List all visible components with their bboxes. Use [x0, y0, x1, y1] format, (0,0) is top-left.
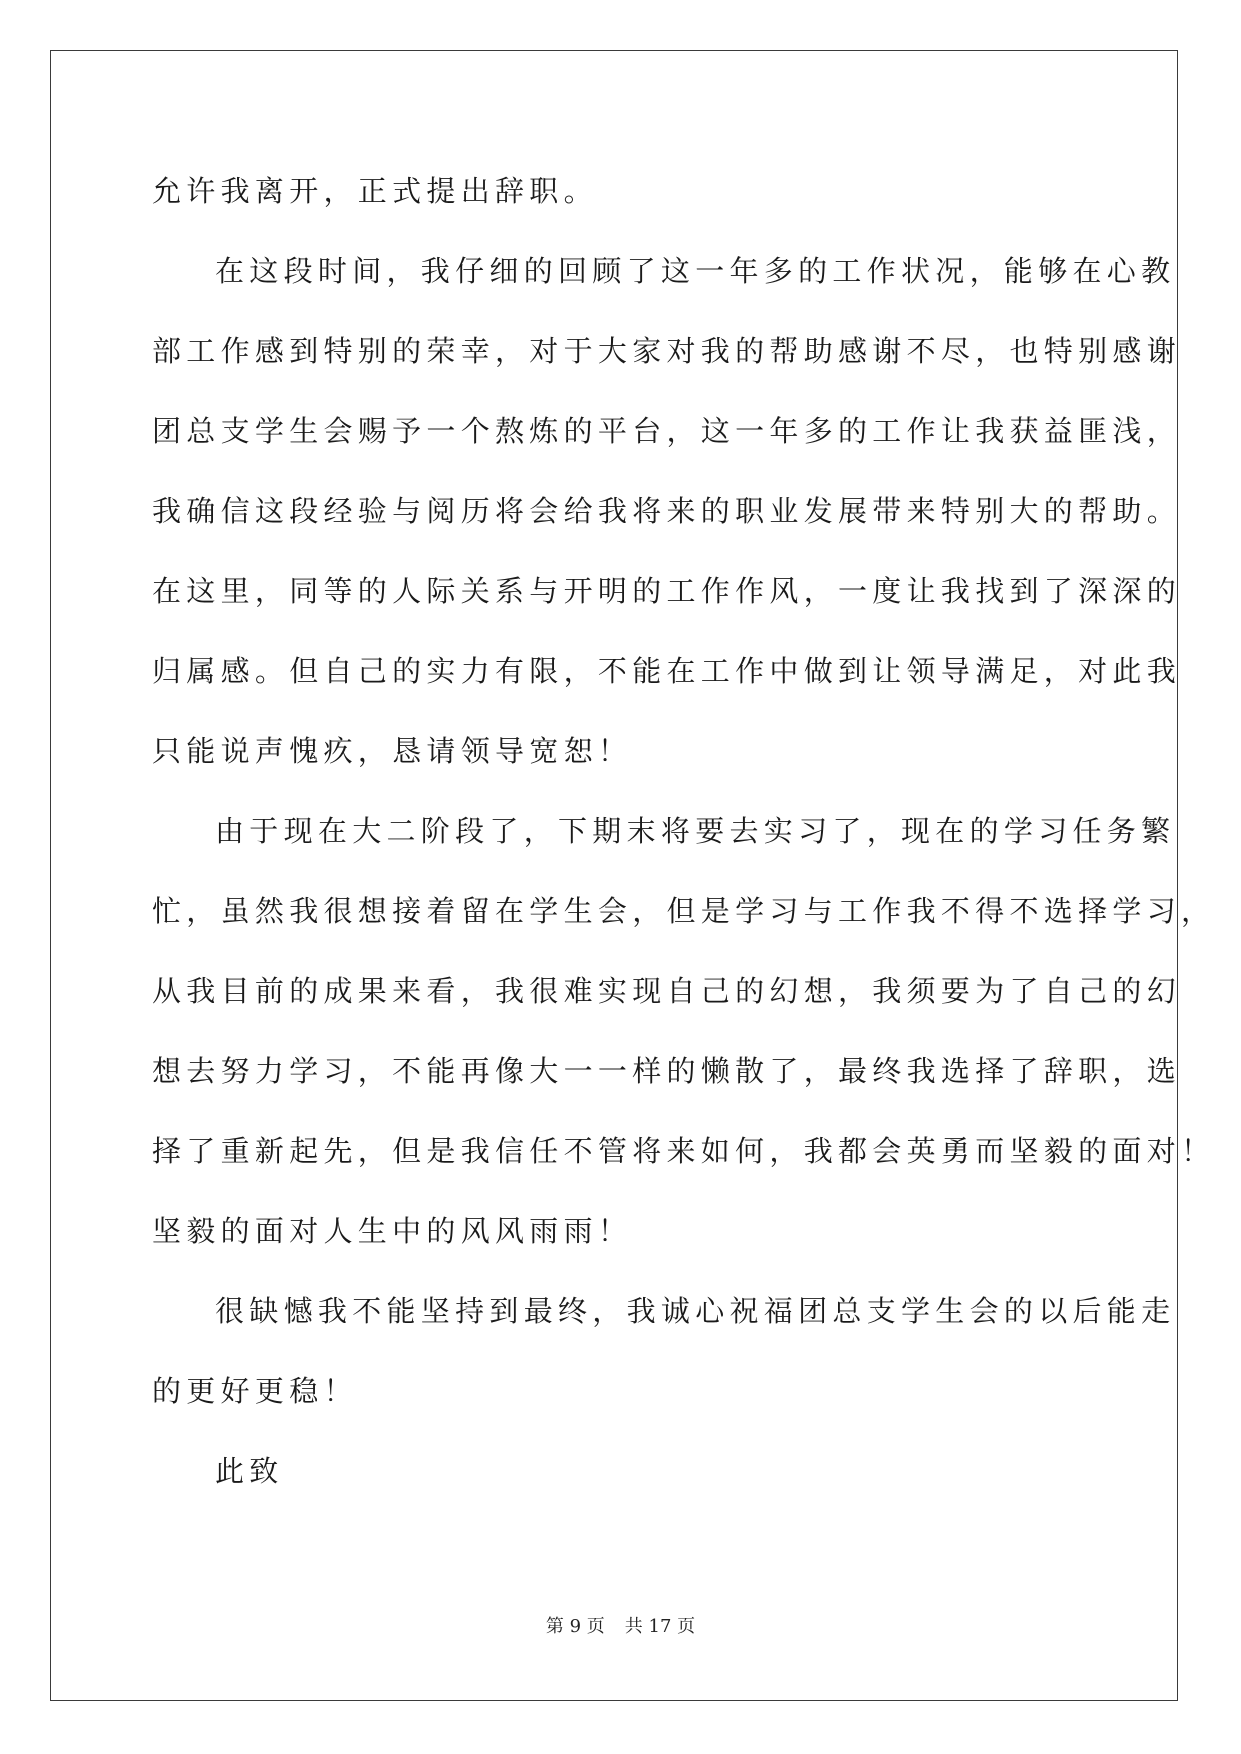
- text-line: 只能说声愧疚，恳请领导宽恕！: [152, 734, 633, 768]
- page-total: 共 17 页: [624, 1616, 696, 1637]
- text-line: 想去努力学习，不能再像大一一样的懒散了，最终我选择了辞职，选: [152, 1054, 1182, 1088]
- text-line: 部工作感到特别的荣幸，对于大家对我的帮助感谢不尽，也特别感谢: [152, 334, 1182, 368]
- text-line: 在这里，同等的人际关系与开明的工作作风，一度让我找到了深深的: [152, 574, 1182, 608]
- text-line: 此致: [215, 1454, 284, 1488]
- page-footer: [0, 1612, 1241, 1638]
- text-line: 在这段时间，我仔细的回顾了这一年多的工作状况，能够在心教: [215, 254, 1176, 288]
- document-body: [152, 151, 1216, 1511]
- text-line: 忙，虽然我很想接着留在学生会，但是学习与工作我不得不选择学习，: [152, 894, 1216, 928]
- text-line: 我确信这段经验与阅历将会给我将来的职业发展带来特别大的帮助。: [152, 494, 1182, 528]
- text-line: 从我目前的成果来看，我很难实现自己的幻想，我须要为了自己的幻: [152, 974, 1182, 1008]
- text-line: 团总支学生会赐予一个熬炼的平台，这一年多的工作让我获益匪浅，: [152, 414, 1182, 448]
- text-line: 的更好更稳！: [152, 1374, 358, 1408]
- text-line: 归属感。但自己的实力有限，不能在工作中做到让领导满足，对此我: [152, 654, 1182, 688]
- text-line: 坚毅的面对人生中的风风雨雨！: [152, 1214, 633, 1248]
- text-line: 择了重新起先，但是我信任不管将来如何，我都会英勇而坚毅的面对！: [152, 1134, 1216, 1168]
- text-line: 允许我离开，正式提出辞职。: [152, 174, 598, 208]
- page-number: 第 9 页: [545, 1616, 605, 1637]
- text-line: 很缺憾我不能坚持到最终，我诚心祝福团总支学生会的以后能走: [215, 1294, 1176, 1328]
- text-line: 由于现在大二阶段了，下期末将要去实习了，现在的学习任务繁: [215, 814, 1176, 848]
